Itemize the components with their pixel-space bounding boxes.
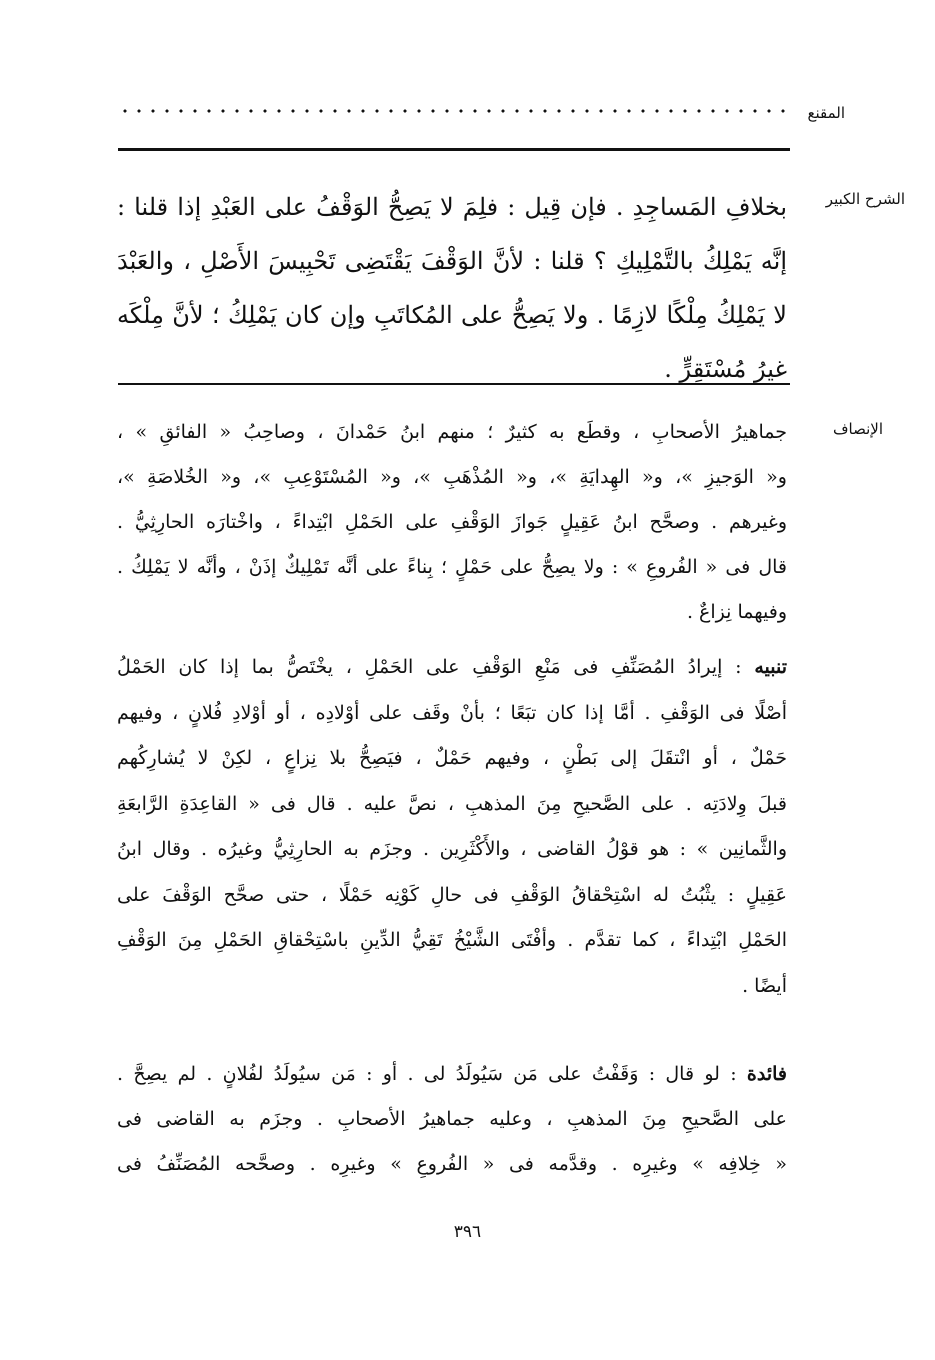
insaf-line: و« الوَجيزِ »، و« الهِدايَةِ »، و« المُذْهَبِ »، و« المُسْتَوْعِبِ »، و« الخُلاصَةِ »، xyxy=(117,466,787,488)
tanbih-label: تنبيه xyxy=(754,656,787,678)
tanbih-line: عَقِيلٍ : يثْبُتُ له اسْتِحْقاقُ الوَقْفِ فى حالِ كَوْنِه حَمْلًا ، حتى صحَّح الوَقْفَ على xyxy=(117,883,787,906)
side-label-sharh: الشرح الكبير xyxy=(825,190,905,208)
tanbih-line: حَمْلٌ ، أو انْتقَلَ إلى بَطْنٍ ، وفيهم حَمْلٌ ، فيَصِحُّ بلا نِزاعٍ ، لكِنْ لا يُشارِكُهم xyxy=(117,747,787,769)
tanbih-line: قبلَ وِلادَتِه . على الصَّحيحِ مِنَ المذهبِ ، نصَّ عليه . قال فى « القاعِدَةِ الرَّابعَةِ xyxy=(117,792,787,815)
sharh-line: بخلافِ المَساجِدِ . فإن قِيل : فلِمَ لا يَصِحُّ الوَقْفُ على العَبْدِ إذا قلنا : xyxy=(117,193,787,221)
section-divider xyxy=(118,383,790,385)
faida-paragraph xyxy=(117,1052,787,1187)
sharh-section xyxy=(117,180,787,396)
tanbih-line: الحَمْلِ ابْتِداءً ، كما تقدَّم . وأفْتَى الشَّيْخُ تَقِيُّ الدِّينِ باسْتِحْقاقِ الحَمْلِ مِنَ الوَقْفِ xyxy=(117,929,787,951)
insaf-line: قال فى « الفُروعِ » : ولا يصِحُّ على حَمْلٍ ؛ بِناءً على أنَّه تَمْلِيكٌ إذَنْ ، وأنَّه لا يَمْلِكُ . xyxy=(117,556,787,578)
sharh-line: لا يَمْلِكُ مِلْكًا لازِمًا . ولا يَصِحُّ على المُكاتَبِ وإن كان يَمْلِكُ ؛ لأنَّ مِلْكَه xyxy=(117,301,787,329)
insaf-section xyxy=(117,410,787,635)
header-thick-rule xyxy=(118,148,790,151)
faida-line-text: : لو قال : وَقَفْتُ على مَن سَيُولَدُ لى . أو : مَن سيُولَدُ لفُلانٍ . لم يصِحَّ . xyxy=(117,1063,737,1085)
insaf-line: وفيهما نِزاعٌ . xyxy=(686,601,787,623)
tanbih-line xyxy=(117,645,787,691)
faida-line xyxy=(117,1052,787,1097)
side-label-insaf: الإنصاف xyxy=(832,420,883,438)
sharh-line: إنَّه يَمْلِكُ بالتَّمْلِيكِ ؟ قلنا : لأنَّ الوَقْفَ يَقْتَضِى تَحْبِيسَ الأَصْلِ ، والعَبْدَ xyxy=(117,247,787,275)
sharh-line: غيرُ مُسْتَقِرٍّ . xyxy=(664,355,787,383)
faida-label: فائدة xyxy=(746,1063,787,1085)
insaf-line: وغيرهم . وصحَّح ابنُ عَقِيلٍ جَوازَ الوَقْفِ على الحَمْلِ ابْتِداءً ، واخْتارَه الحارِثِيُّ . xyxy=(117,511,787,533)
faida-line: « خِلافِه » وغيرِه . وقدَّمه فى « الفُروعِ » وغيرِه . وصحَّحه المُصَنِّفُ فى xyxy=(117,1153,787,1175)
tanbih-line: أصْلًا فى الوَقْفِ . أمَّا إذا كان تبَعًا ؛ بأنْ وقَف على أوْلادِه ، أو أوْلادِ فُلانٍ ، وفيهم xyxy=(117,701,787,724)
tanbih-line: أيضًا . xyxy=(742,974,787,997)
header-dotted-rule xyxy=(118,108,788,114)
insaf-line: جماهيرُ الأصحابِ ، وقطَع به كثيرٌ ؛ منهم ابنُ حَمْدانَ ، وصاحِبُ « الفائقِ » ، xyxy=(117,421,787,443)
page-number: ٣٩٦ xyxy=(453,1222,482,1242)
tanbih-line: والثَّمانِين » : هو قوْلُ القاضى ، والأَكْثَرِين . وجزَم به الحارِثِيُّ وغيرُه . وقال ابنُ xyxy=(117,838,787,860)
tanbih-line-text: : إيرادُ المُصَنِّفِ فى مَنْعِ الوَقْفِ على الحَمْلِ ، يخْتَصُّ بما إذا كان الحَمْلُ xyxy=(117,656,742,678)
running-header-title: المقنع xyxy=(807,104,845,122)
tanbih-paragraph xyxy=(117,645,787,1009)
faida-line: على الصَّحيحِ مِنَ المذهبِ ، وعليه جماهيرُ الأصحابِ . وجزَم به القاضى فى xyxy=(117,1108,787,1130)
